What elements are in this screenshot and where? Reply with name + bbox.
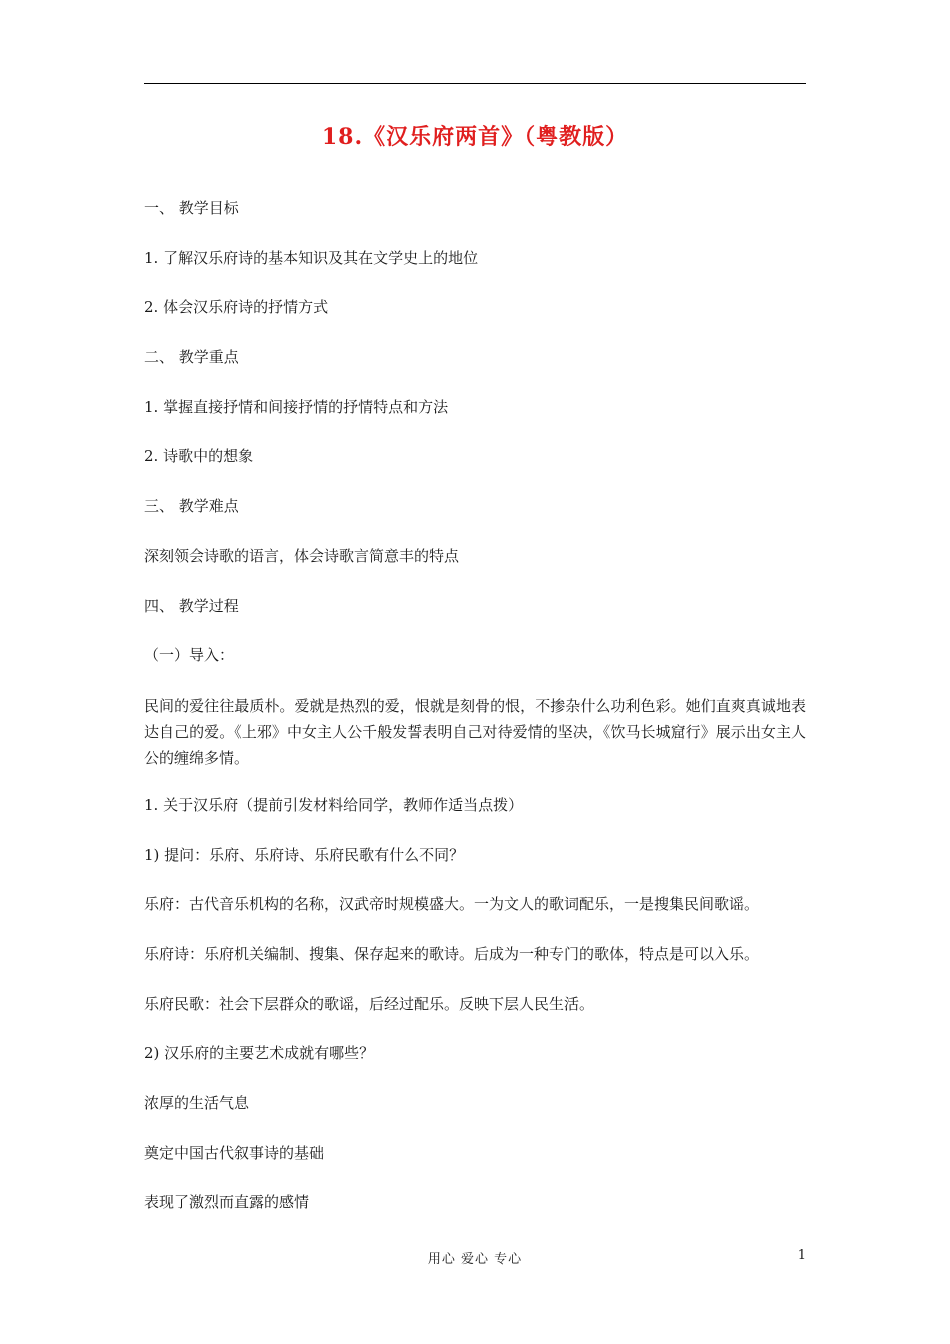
objective-1: 1. 了解汉乐府诗的基本知识及其在文学史上的地位 <box>144 248 479 267</box>
achievement-1: 浓厚的生活气息 <box>144 1094 250 1112</box>
document-body <box>144 196 806 1240</box>
achievement-2: 奠定中国古代叙事诗的基础 <box>144 1143 325 1162</box>
key-point-1: 1. 掌握直接抒情和间接抒情的抒情特点和方法 <box>144 397 449 416</box>
definition-yuefu: 乐府：古代音乐机构的名称，汉武帝时规模盛大。一为文人的歌词配乐，一是搜集民间歌谣。 <box>144 895 760 914</box>
question-1: 1) 提问：乐府、乐府诗、乐府民歌有什么不同？ <box>144 845 465 864</box>
difficulty-1: 深刻领会诗歌的语言，体会诗歌言简意丰的特点 <box>144 546 460 565</box>
achievement-3: 表现了激烈而直露的感情 <box>144 1193 310 1212</box>
heading-key-points: 二、 教学重点 <box>144 348 239 367</box>
objective-2: 2. 体会汉乐府诗的抒情方式 <box>144 298 329 317</box>
heading-objectives: 一、 教学目标 <box>144 199 239 217</box>
header-rule <box>144 83 806 84</box>
heading-difficulties: 三、 教学难点 <box>144 497 239 516</box>
footer-slogan: 用心 爱心 专心 <box>427 1252 523 1267</box>
definition-yuefu-folk-song: 乐府民歌：社会下层群众的歌谣，后经过配乐。反映下层人民生活。 <box>144 994 595 1013</box>
document-title: 18.《汉乐府两首》（粤教版） <box>321 124 629 150</box>
definition-yuefu-poem: 乐府诗：乐府机关编制、搜集、保存起来的歌诗。后成为一种专门的歌体，特点是可以入乐。 <box>144 944 760 963</box>
subheading-intro: （一）导入： <box>144 646 235 665</box>
page-number: 1 <box>797 1248 806 1263</box>
intro-paragraph: 民间的爱往往最质朴。爱就是热烈的爱，恨就是刻骨的恨，不掺杂什么功利色彩。她们直爽真诚地表达自己的爱。《上邪》中女主人公千般发誓表明自己对待爱情的坚决，《饮马长城窟行》展示出女主人公的缠绵多情。 <box>144 696 806 767</box>
key-point-2: 2. 诗歌中的想象 <box>144 447 254 466</box>
question-2: 2) 汉乐府的主要艺术成就有哪些？ <box>144 1044 375 1063</box>
section-about-yuefu: 1. 关于汉乐府（提前引发材料给同学，教师作适当点拨） <box>144 795 524 814</box>
heading-process: 四、 教学过程 <box>144 596 239 615</box>
